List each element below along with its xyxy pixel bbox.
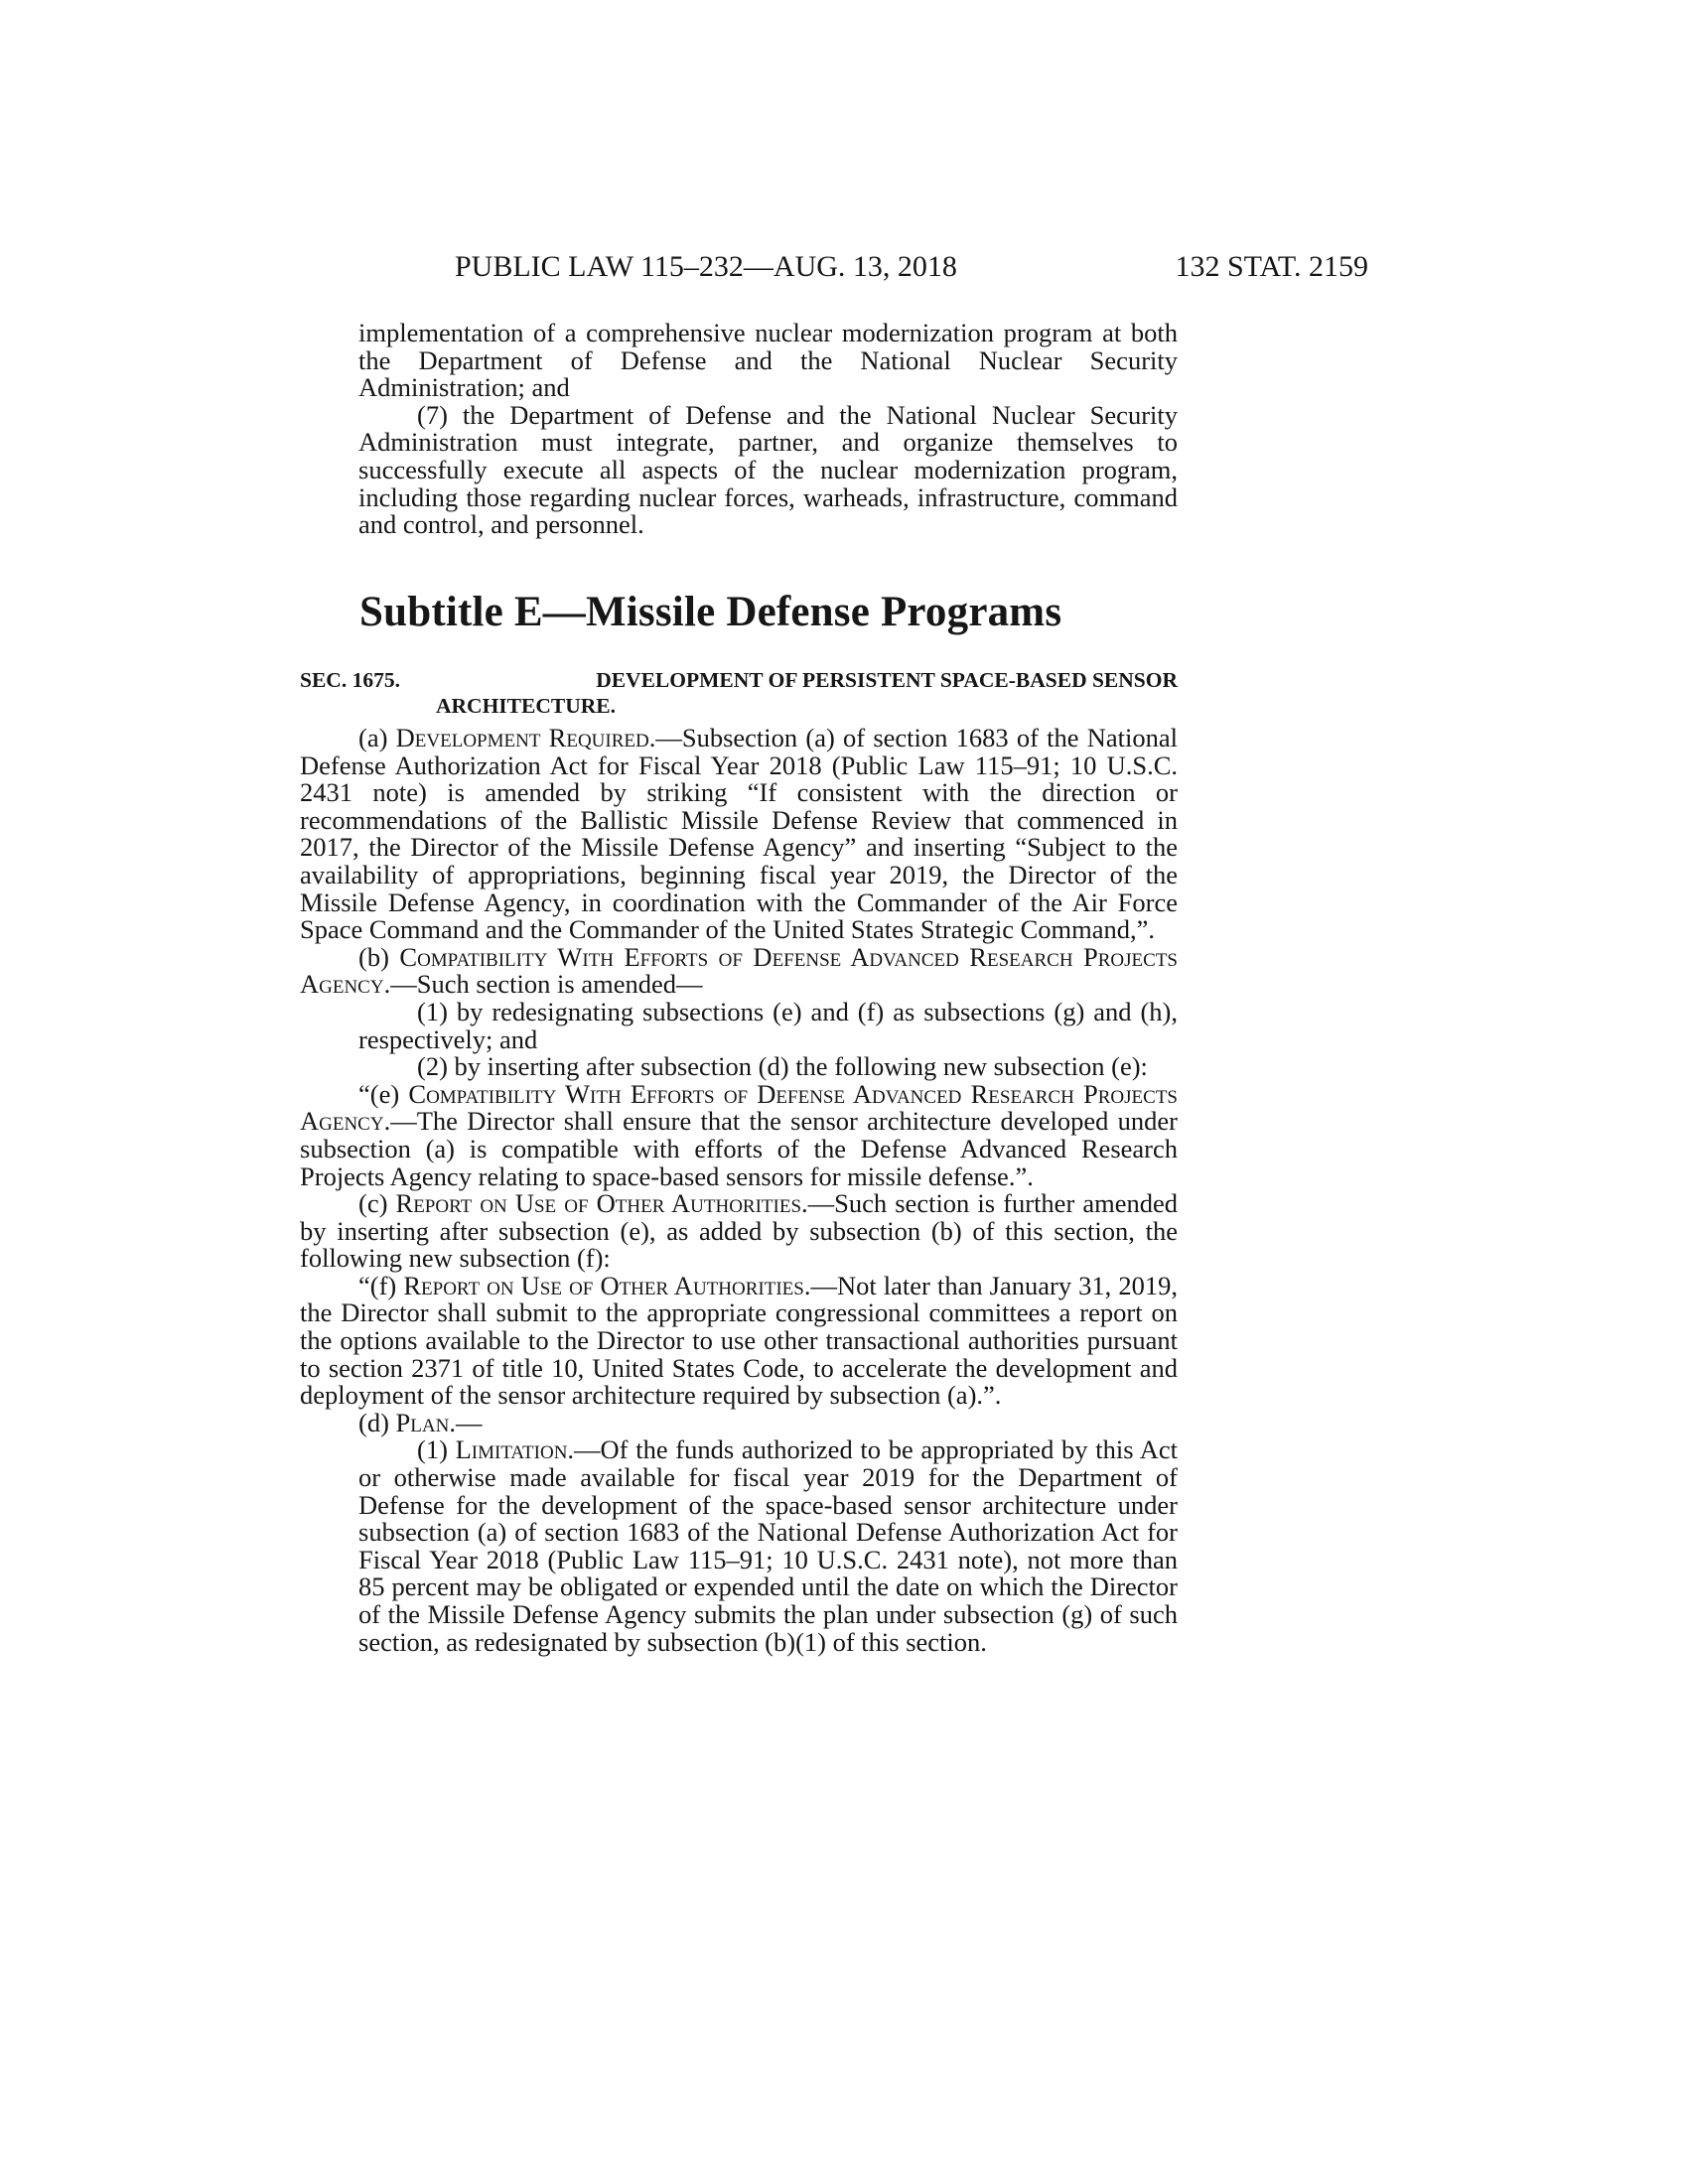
inserted-subsection-f-label: “(f) xyxy=(358,1270,397,1300)
subsection-a-text: .—Subsection (a) of section 1683 of the National Defense Authorization Act for Fiscal Year 2018 (Public Law 115–91; 10 U.S.C. 2431 note) is amended by striking “If consistent with the direction or recommendations of the Ballistic Missile Defense Review that commenced in 2017, the Director of the Missile Defense Agency” and inserting “Subject to the availability of appropriations, beginning fiscal year 2019, the Director of the Missile Defense Agency, in coordination with the Commander of the Air Force Space Command and the Commander of the United States Strategic Command,”. xyxy=(300,723,1179,945)
paragraph-d1-heading: Limitation xyxy=(455,1434,568,1465)
subsection-c-text: .—Such section is further amended by inserting after subsection (e), as added by subsection (b) of this section, the following new subsection (f): xyxy=(300,1188,1179,1274)
subsection-b-label: (b) xyxy=(358,941,389,972)
subsection-a xyxy=(300,725,1178,944)
section-heading xyxy=(300,667,1178,719)
subsection-c-heading: Report on Use of Other Authorities xyxy=(395,1188,802,1219)
continued-text xyxy=(358,320,1178,539)
paragraph-b1: (1) by redesignating subsections (e) and (f) as subsections (g) and (h), respectively; and xyxy=(358,996,1178,1054)
subtitle-heading: Subtitle E—Missile Defense Programs xyxy=(359,589,1062,635)
subsection-c-label: (c) xyxy=(358,1188,388,1219)
inserted-subsection-f-text: .—Not later than January 31, 2019, the Director shall submit to the appropriate congressional committees a report on the options available to the Director to use other transactional authorities pursuant to section 2371 of title 10, United States Code, to accelerate the development and deployment of the sensor architecture required by subsection (a).”. xyxy=(300,1270,1178,1411)
paragraph-b2: (2) by inserting after subsection (d) the following new subsection (e): xyxy=(417,1051,1148,1082)
subsection-d xyxy=(300,1407,1178,1437)
section-body xyxy=(300,725,1178,1656)
subsection-b-heading: Compatibility With Efforts of Defense Advanced Research Projects Agency xyxy=(300,941,1178,1000)
paragraph-d1 xyxy=(300,1436,1178,1656)
subsection-a-label: (a) xyxy=(358,723,388,752)
statute-page-number: 132 STAT. 2159 xyxy=(1175,250,1368,283)
paragraph-d1-label: (1) xyxy=(417,1434,448,1465)
page-header xyxy=(455,250,1368,290)
continued-paragraph: implementation of a comprehensive nuclear modernization program at both the Department of Defense and the National Nuclear Security Administration; and xyxy=(358,318,1178,403)
subsection-d-text: .— xyxy=(449,1407,483,1437)
section-title-line-2: ARCHITECTURE. xyxy=(436,694,616,718)
inserted-subsection-e-label: “(e) xyxy=(358,1078,400,1109)
running-head: PUBLIC LAW 115–232—AUG. 13, 2018 xyxy=(455,250,957,283)
subsection-a-heading: Development Required xyxy=(395,723,649,752)
subsection-d-label: (d) xyxy=(358,1407,389,1437)
section-number: SEC. 1675. xyxy=(300,668,400,692)
subsection-b xyxy=(300,941,1178,1000)
inserted-subsection-e-heading: Compatibility With Efforts of Defense Advanced Research Projects Agency xyxy=(300,1078,1179,1137)
section-title-line-1: DEVELOPMENT OF PERSISTENT SPACE-BASED SENSOR xyxy=(596,668,1178,692)
inserted-subsection-e xyxy=(300,1078,1179,1191)
inserted-subsection-f-heading: Report on Use of Other Authorities xyxy=(403,1270,804,1300)
paragraph-d1-text: .—Of the funds authorized to be appropriated by this Act or otherwise made available for fiscal year 2019 for the Department of Defense for the development of the space-based sensor architecture under subsection (a) of section 1683 of the National Defense Authorization Act for Fiscal Year 2018 (Public Law 115–91; 10 U.S.C. 2431 note), not more than 85 percent may be obligated or expended until the date on which the Director of the Missile Defense Agency submits the plan under subsection (g) of such section, as redesignated by subsection (b)(1) of this section. xyxy=(358,1434,1179,1657)
paragraph-7: (7) the Department of Defense and the National Nuclear Security Administration must integrate, partner, and organize themselves to successfully execute all aspects of the nuclear modernization program, including those regarding nuclear forces, warheads, infrastructure, command and control, and personnel. xyxy=(358,399,1178,540)
subsection-c xyxy=(300,1190,1178,1273)
inserted-subsection-e-text: .—The Director shall ensure that the sensor architecture developed under subsection (a) is compatible with efforts of the Defense Advanced Research Projects Agency relating to space-based sensors for missile defense.”. xyxy=(300,1106,1178,1191)
subsection-b-text: .—Such section is amended— xyxy=(383,969,703,1000)
inserted-subsection-f xyxy=(300,1270,1178,1411)
subsection-d-heading: Plan xyxy=(395,1407,450,1437)
